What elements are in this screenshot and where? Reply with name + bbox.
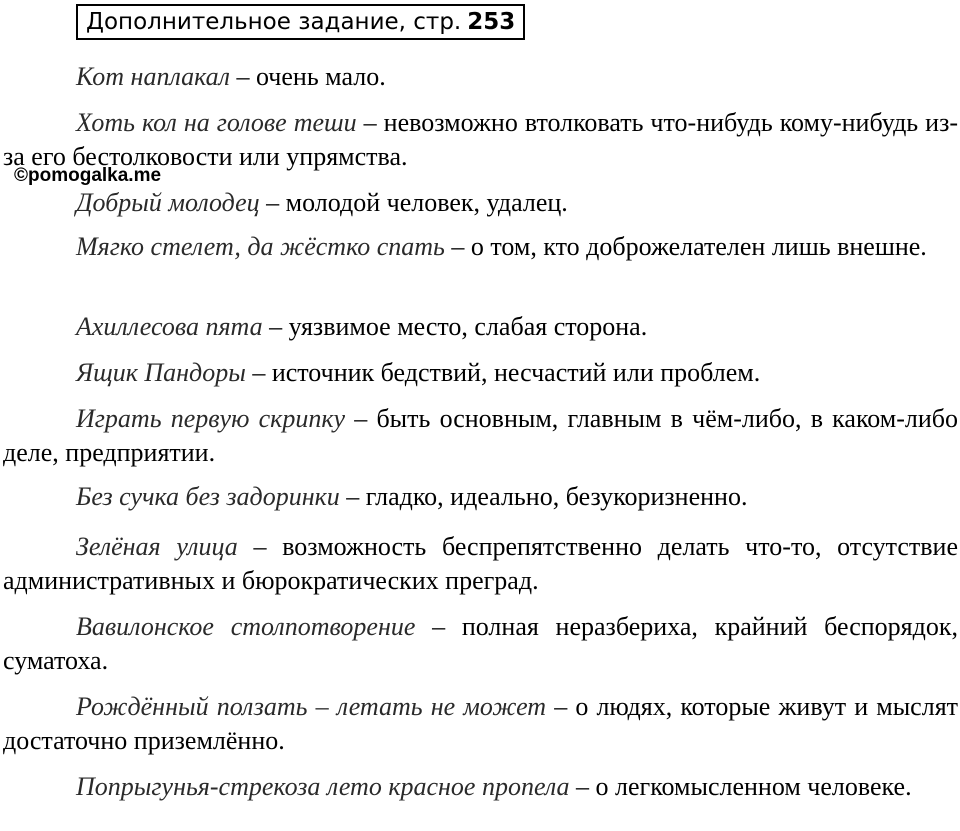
idiom-definition: – о легкомысленном человеке. xyxy=(569,772,912,801)
idiom-definition: – о людях, которые живут и мыслят достаточно приземлённо. xyxy=(3,692,959,755)
header-title: Дополнительное задание, стр. xyxy=(86,9,462,35)
idiom-entry xyxy=(3,230,958,264)
page-header xyxy=(76,4,525,40)
idiom-phrase: Ящик Пандоры xyxy=(76,358,246,387)
idiom-phrase: Попрыгунья-стрекоза лето красное пропела xyxy=(76,772,570,801)
idiom-entry xyxy=(3,770,958,804)
idiom-definition: – уязвимое место, слабая сторона. xyxy=(262,312,648,341)
idiom-definition: – очень мало. xyxy=(229,62,386,91)
idiom-entry xyxy=(3,106,958,174)
idiom-definition: – молодой человек, удалец. xyxy=(259,188,568,217)
idiom-definition: – о том, кто доброжелателен лишь внешне. xyxy=(444,232,927,261)
idiom-entry xyxy=(3,530,958,598)
idiom-phrase: Добрый молодец xyxy=(76,188,260,217)
idiom-definition: – гладко, идеально, безукоризненно. xyxy=(339,482,748,511)
idiom-definition: – возможность беспрепятственно делать что-то, отсутствие административных и бюрократических преград. xyxy=(3,532,958,595)
idiom-phrase: Хоть кол на голове теши xyxy=(76,108,357,137)
idiom-phrase: Вавилонское столпотворение xyxy=(76,612,416,641)
idiom-phrase: Играть первую скрипку xyxy=(76,404,346,433)
idiom-entry xyxy=(3,480,958,514)
idiom-definition: – быть основным, главным в чём-либо, в каком-либо деле, предприятии. xyxy=(3,404,958,467)
idiom-definition: – полная неразбериха, крайний беспорядок, суматоха. xyxy=(3,612,958,675)
idiom-entry xyxy=(3,402,958,470)
idiom-phrase: Ахиллесова пята xyxy=(76,312,263,341)
idiom-phrase: Кот наплакал xyxy=(76,62,230,91)
idiom-entry xyxy=(3,60,958,94)
idiom-phrase: Мягко стелет, да жёстко спать xyxy=(76,232,445,261)
idiom-entry xyxy=(3,356,958,390)
idiom-phrase: Рождённый ползать – летать не может xyxy=(76,692,547,721)
idiom-phrase: Зелёная улица xyxy=(76,532,238,561)
idiom-entry xyxy=(3,310,958,344)
idiom-phrase: Без сучка без задоринки xyxy=(76,482,340,511)
idiom-definition: – источник бедствий, несчастий или проблем. xyxy=(245,358,761,387)
idiom-definition: – невозможно втолковать что-нибудь кому-нибудь из-за его бестолковости или упрямства. xyxy=(3,108,958,171)
idiom-entry xyxy=(3,690,958,758)
watermark: ©pomogalka.me xyxy=(14,165,162,186)
idiom-entry xyxy=(3,186,958,220)
header-page-number: 253 xyxy=(467,9,516,35)
idiom-entry xyxy=(3,610,958,678)
